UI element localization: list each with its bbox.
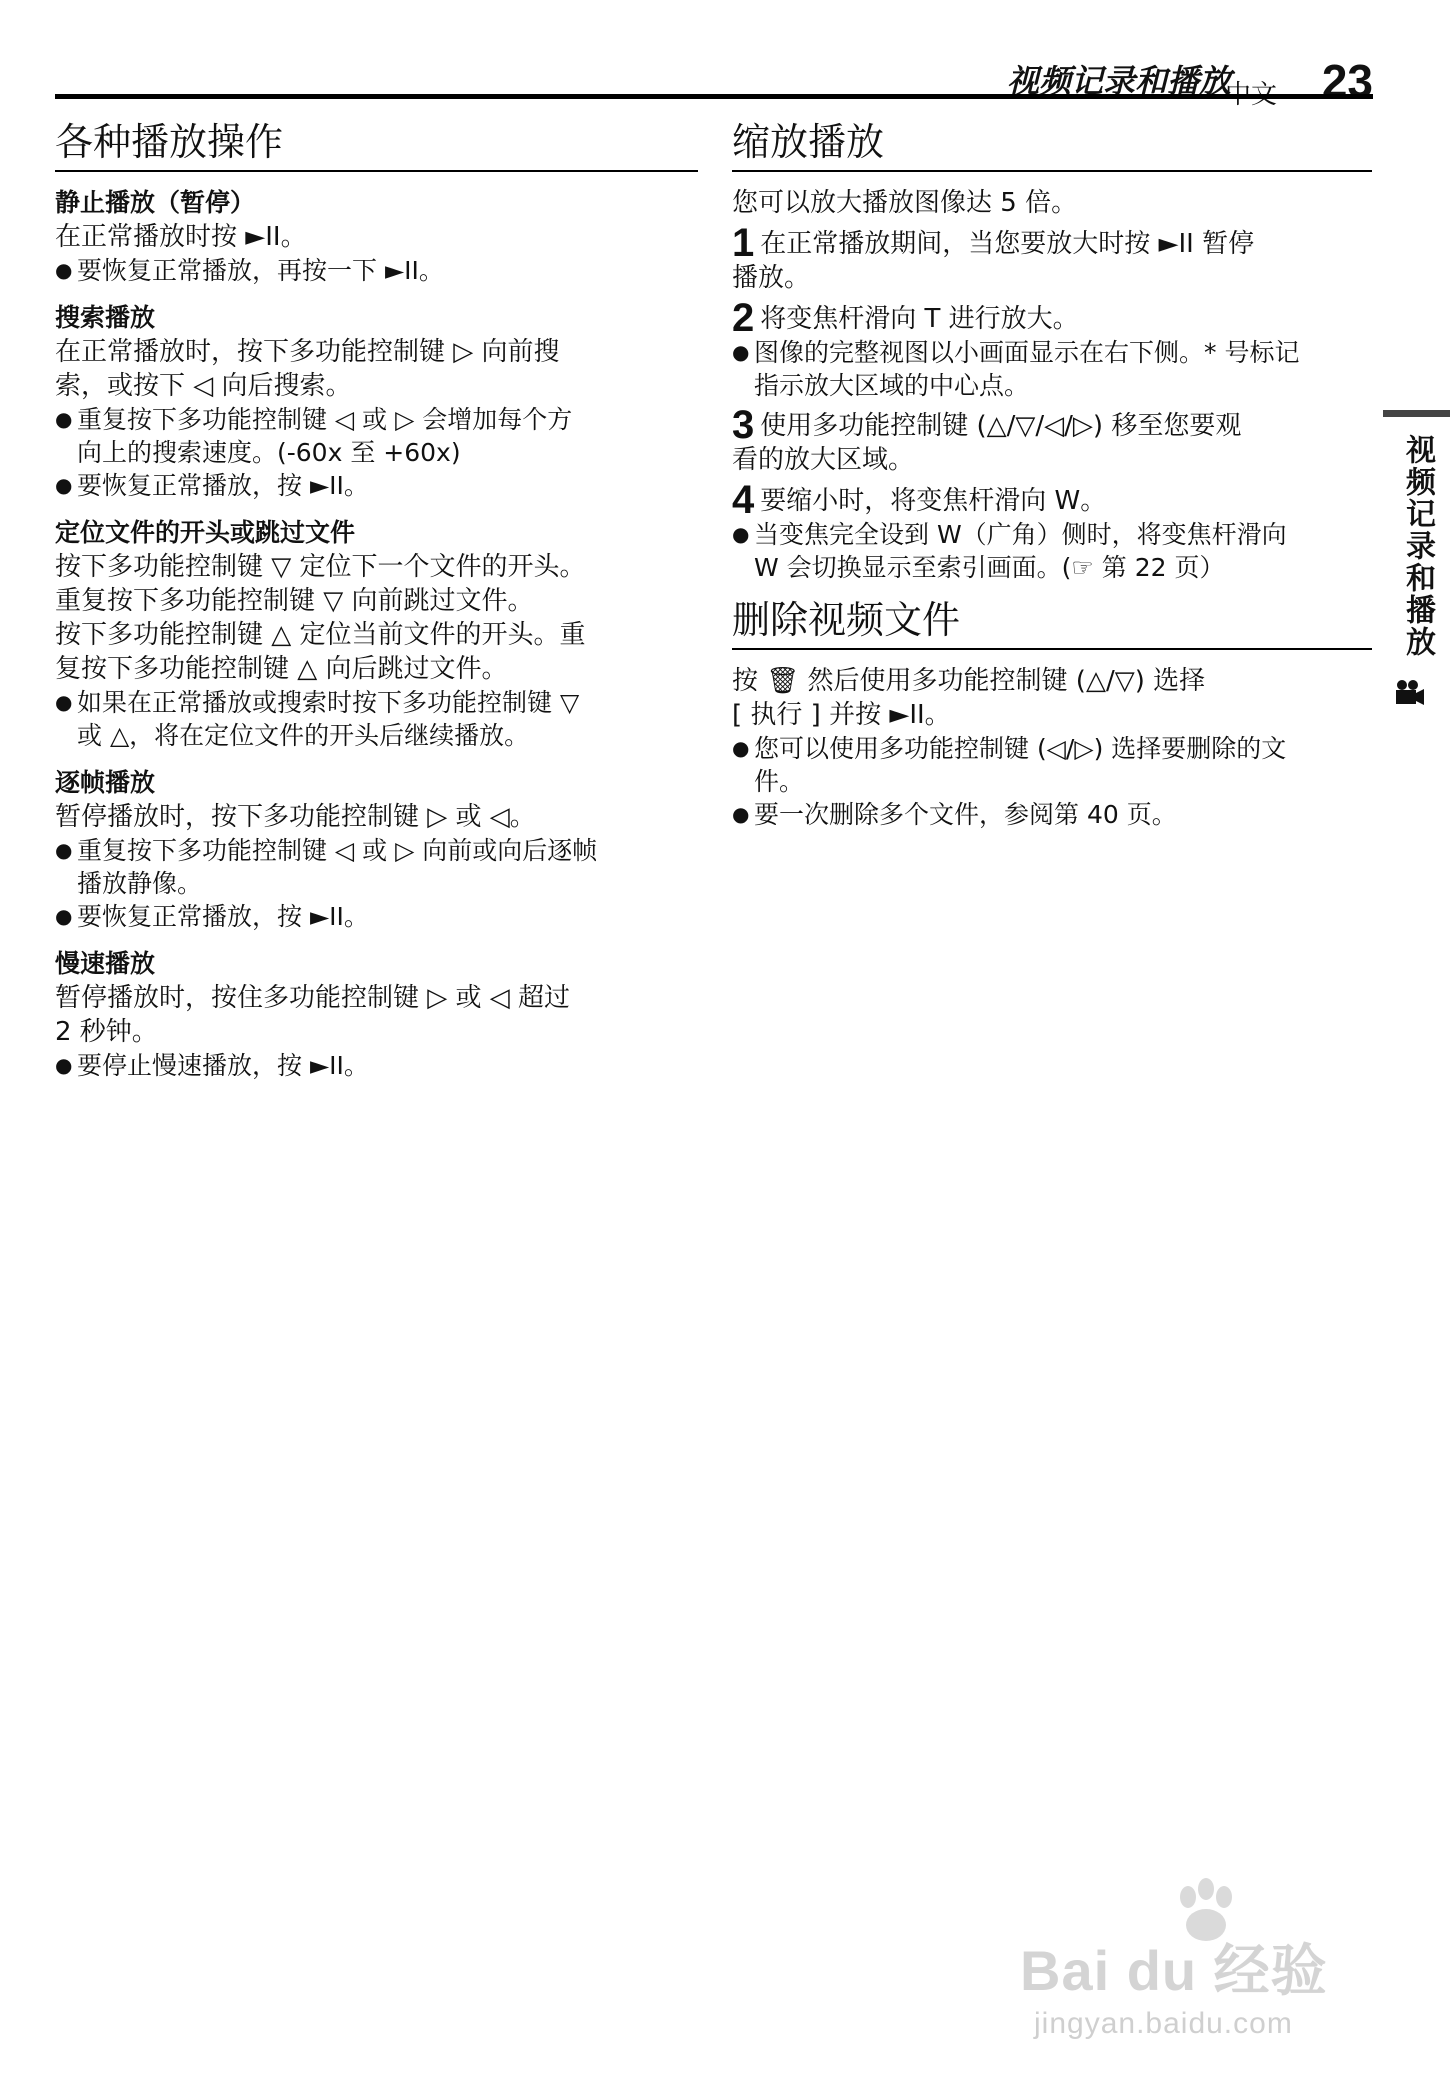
step-3: 3 使用多功能控制键 (△/▽/◁/▷) 移至您要观 bbox=[732, 403, 1242, 447]
text-line: 在正常播放时，按下多功能控制键 ▷ 向前搜 bbox=[55, 337, 560, 367]
section-title-delete: 删除视频文件 bbox=[732, 596, 1372, 650]
bullet-item: ● 要一次删除多个文件，参阅第 40 页。 bbox=[732, 800, 1177, 829]
text-line: 重复按下多功能控制键 ▽ 向前跳过文件。 bbox=[55, 586, 534, 616]
bullet-item-cont: 件。 bbox=[754, 767, 805, 796]
section-title-zoom: 缩放播放 bbox=[732, 118, 1372, 172]
bullet-item-cont: 指示放大区域的中心点。 bbox=[754, 371, 1030, 400]
baidu-watermark bbox=[1020, 1875, 1400, 2055]
side-tab-bar bbox=[1383, 410, 1450, 417]
left-column bbox=[55, 118, 698, 1082]
text-line: 2 秒钟。 bbox=[55, 1017, 158, 1047]
text-line: 复按下多功能控制键 △ 向后跳过文件。 bbox=[55, 654, 508, 684]
still-playback-section bbox=[55, 186, 698, 287]
text-line: [ 执行 ] 并按 ►II。 bbox=[732, 700, 951, 730]
search-playback-section bbox=[55, 301, 698, 502]
bullet-item: ● 要恢复正常播放，按 ►II。 bbox=[55, 902, 369, 931]
side-tab-label: 视频记录和播放 bbox=[1400, 434, 1435, 658]
bullet-item-cont: 播放静像。 bbox=[77, 869, 203, 898]
slow-section bbox=[55, 947, 698, 1082]
page-header bbox=[55, 50, 1373, 110]
section-title-playback-ops: 各种播放操作 bbox=[55, 118, 698, 172]
text-line: 按下多功能控制键 △ 定位当前文件的开头。重 bbox=[55, 620, 586, 650]
chapter-side-tab bbox=[1383, 410, 1450, 720]
header-rule bbox=[55, 94, 1373, 99]
step-1-cont: 播放。 bbox=[732, 263, 811, 293]
step-1: 1 在正常播放期间，当您要放大时按 ►II 暂停 bbox=[732, 221, 1255, 265]
language-label: 中文 bbox=[1224, 80, 1277, 110]
bullet-item: ● 当变焦完全设到 W（广角）侧时，将变焦杆滑向 bbox=[732, 520, 1287, 549]
text-line: 索，或按下 ◁ 向后搜索。 bbox=[55, 371, 352, 401]
bullet-item: ● 重复按下多功能控制键 ◁ 或 ▷ 向前或向后逐帧 bbox=[55, 836, 598, 865]
bullet-item: ● 您可以使用多功能控制键 (◁/▷) 选择要删除的文 bbox=[732, 734, 1287, 763]
step-4: 4 要缩小时，将变焦杆滑向 W。 bbox=[732, 478, 1107, 522]
subheading-frame: 逐帧播放 bbox=[55, 768, 156, 797]
page-number: 23 bbox=[1321, 55, 1373, 107]
bullet-item-cont: 或 △，将在定位文件的开头后继续播放。 bbox=[77, 721, 530, 750]
bullet-item: ● 要停止慢速播放，按 ►II。 bbox=[55, 1051, 369, 1080]
bullet-item-cont: 向上的搜索速度。(-60x 至 +60x) bbox=[77, 438, 461, 467]
bullet-item-cont: W 会切换显示至索引画面。(☞ 第 22 页） bbox=[754, 553, 1225, 582]
bullet-item: ● 重复按下多功能控制键 ◁ 或 ▷ 会增加每个方 bbox=[55, 405, 573, 434]
locate-section bbox=[55, 516, 698, 752]
text-line: 在正常播放时按 ►II。 bbox=[55, 222, 307, 252]
step-2: 2 将变焦杆滑向 T 进行放大。 bbox=[732, 296, 1079, 340]
text-line: 按 🗑 然后使用多功能控制键 (△/▽) 选择 bbox=[732, 666, 1206, 696]
bullet-item: ● 要恢复正常播放，按 ►II。 bbox=[55, 471, 369, 500]
watermark-logo: Bai du 经验 bbox=[1020, 1939, 1328, 2002]
bullet-item: ● 要恢复正常播放，再按一下 ►II。 bbox=[55, 256, 444, 285]
subheading-search: 搜索播放 bbox=[55, 303, 156, 332]
watermark-url: jingyan.baidu.com bbox=[1034, 2007, 1293, 2040]
chapter-title: 视频记录和播放 bbox=[1006, 62, 1231, 100]
subheading-still: 静止播放（暂停） bbox=[55, 188, 256, 217]
right-column bbox=[732, 118, 1372, 831]
frame-section bbox=[55, 766, 698, 933]
bullet-item: ● 如果在正常播放或搜索时按下多功能控制键 ▽ bbox=[55, 688, 580, 717]
text-line: 暂停播放时，按住多功能控制键 ▷ 或 ◁ 超过 bbox=[55, 983, 571, 1013]
subheading-locate: 定位文件的开头或跳过文件 bbox=[55, 518, 356, 547]
step-3-cont: 看的放大区域。 bbox=[732, 445, 915, 475]
bullet-item: ● 图像的完整视图以小画面显示在右下侧。* 号标记 bbox=[732, 338, 1300, 367]
text-line: 按下多功能控制键 ▽ 定位下一个文件的开头。 bbox=[55, 552, 586, 582]
zoom-intro: 您可以放大播放图像达 5 倍。 bbox=[732, 188, 1078, 218]
subheading-slow: 慢速播放 bbox=[55, 949, 156, 978]
text-line: 暂停播放时，按下多功能控制键 ▷ 或 ◁。 bbox=[55, 802, 536, 832]
camera-icon bbox=[1393, 678, 1425, 706]
